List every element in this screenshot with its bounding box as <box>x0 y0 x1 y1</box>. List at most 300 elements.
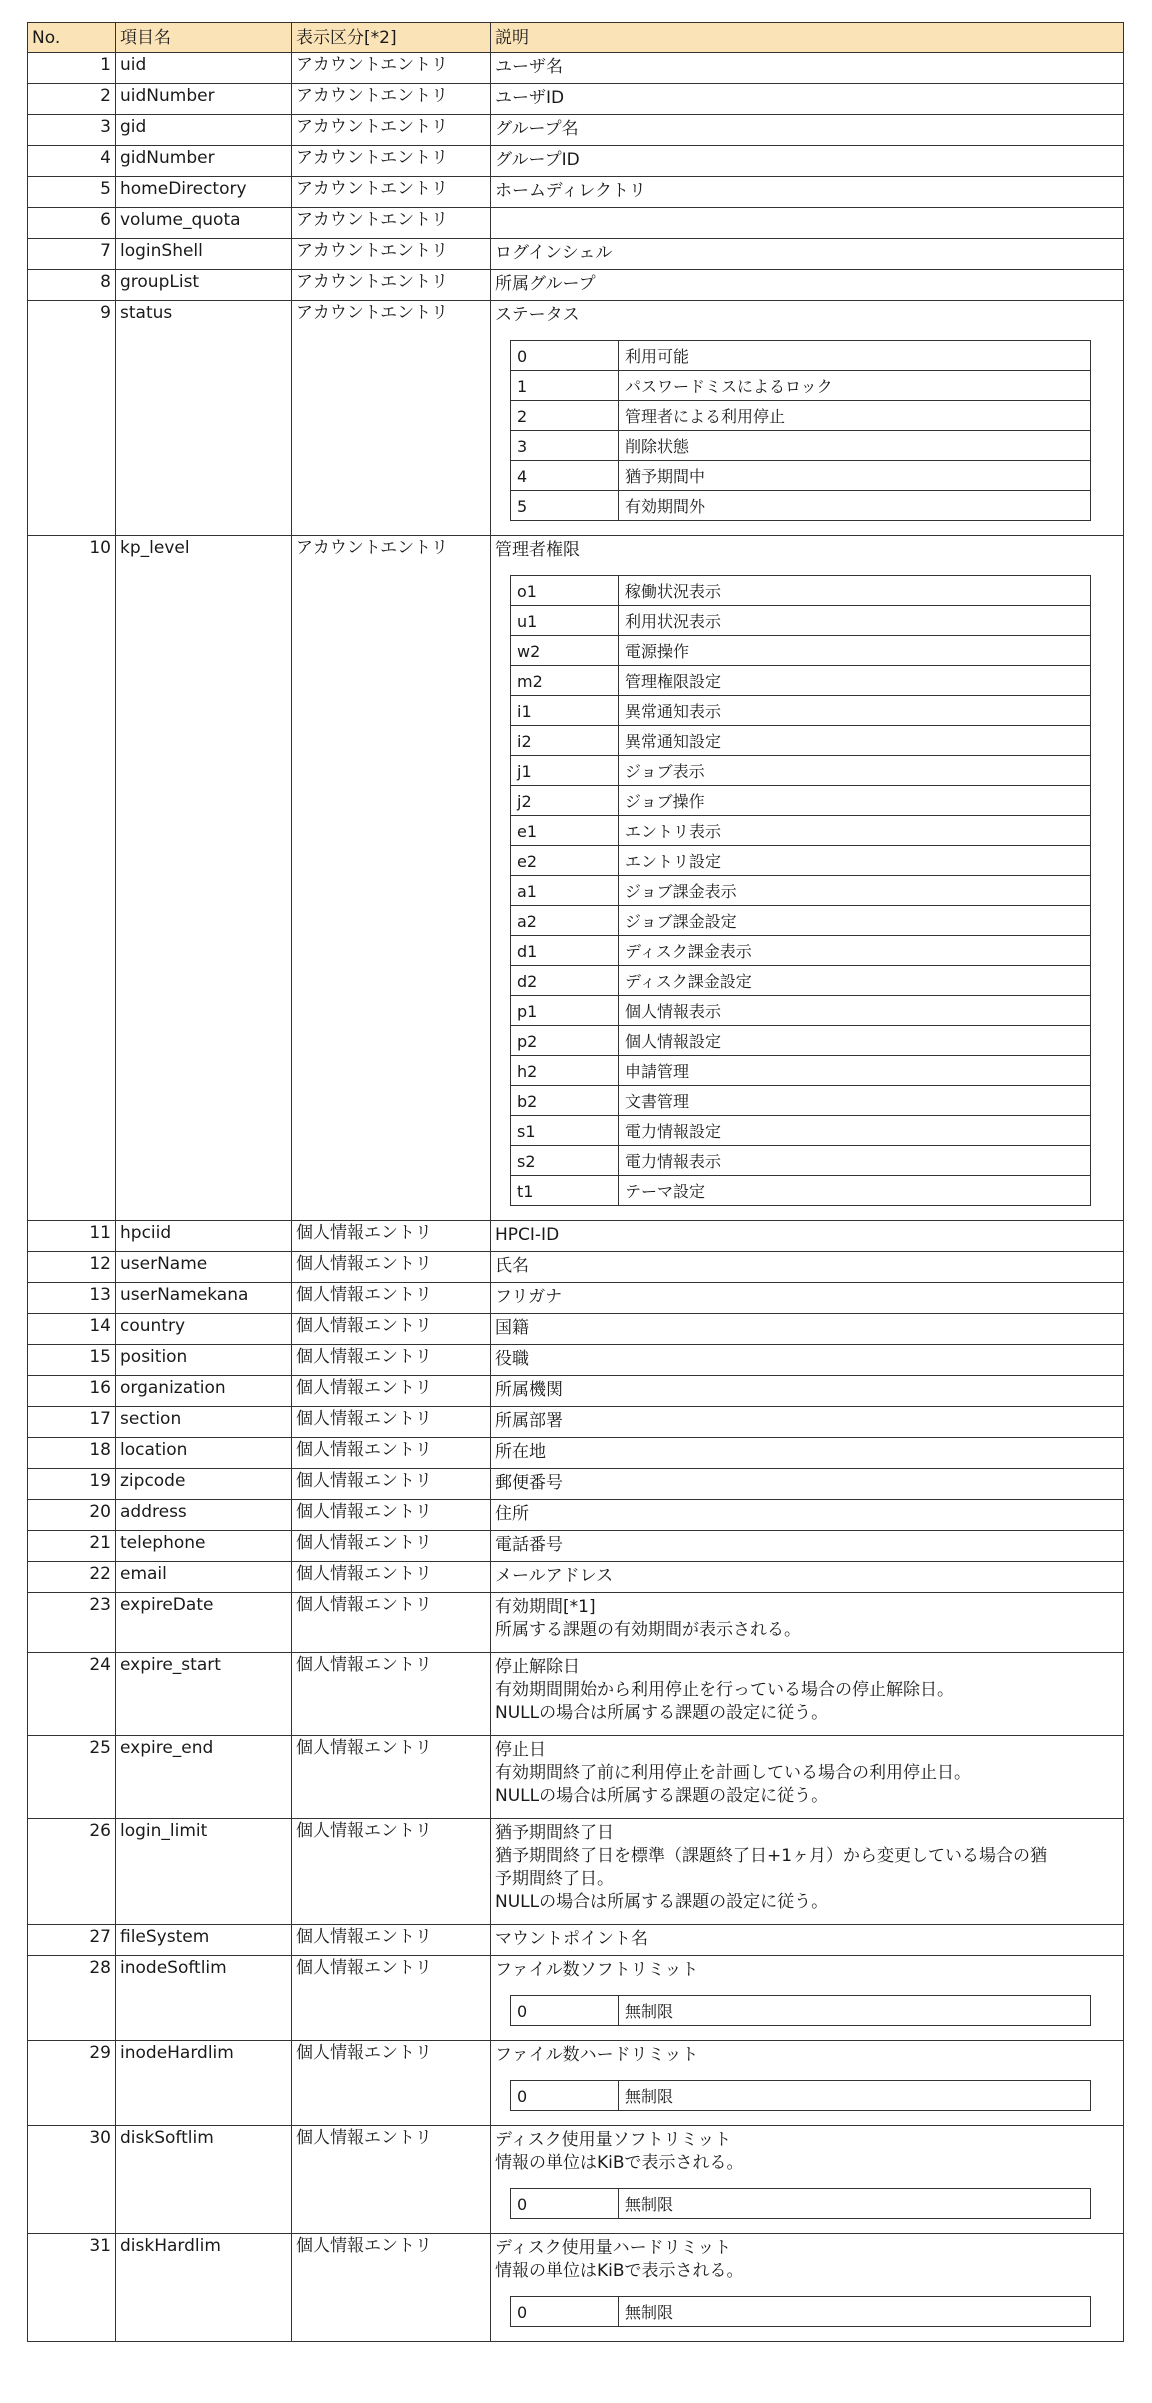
description-text <box>495 2235 1119 2283</box>
value-meaning: エントリ表示 <box>619 816 1091 846</box>
row-number: 27 <box>28 1925 116 1956</box>
item-name: location <box>116 1438 292 1469</box>
description-cell <box>491 1500 1124 1531</box>
row-number: 12 <box>28 1252 116 1283</box>
value-meaning: 有効期間外 <box>619 491 1091 521</box>
table-row <box>28 1736 1124 1819</box>
description-cell <box>491 1653 1124 1736</box>
value-row <box>511 461 1091 491</box>
description-line: 有効期間[*1] <box>495 1597 596 1617</box>
display-category: 個人情報エントリ <box>292 1469 491 1500</box>
value-row <box>511 726 1091 756</box>
description-text <box>495 85 1119 110</box>
row-number: 21 <box>28 1531 116 1562</box>
description-line: ステータス <box>495 305 580 325</box>
item-name: loginShell <box>116 239 292 270</box>
value-code: i1 <box>511 696 619 726</box>
attribute-table <box>27 22 1124 2342</box>
description-text <box>495 1594 1119 1642</box>
description-line: NULLの場合は所属する課題の設定に従う。 <box>495 1892 829 1912</box>
item-name: login_limit <box>116 1819 292 1925</box>
value-meaning: 猶予期間中 <box>619 461 1091 491</box>
item-name: diskHardlim <box>116 2234 292 2342</box>
description-cell <box>491 536 1124 1221</box>
description-cell <box>491 270 1124 301</box>
description-cell <box>491 1407 1124 1438</box>
value-meaning: 利用状況表示 <box>619 606 1091 636</box>
description-text <box>495 1315 1119 1340</box>
value-meaning: 利用可能 <box>619 341 1091 371</box>
value-meaning: ジョブ課金設定 <box>619 906 1091 936</box>
item-name: zipcode <box>116 1469 292 1500</box>
table-row <box>28 2041 1124 2126</box>
row-number: 4 <box>28 146 116 177</box>
item-name: section <box>116 1407 292 1438</box>
value-code: 0 <box>511 2189 619 2219</box>
table-row <box>28 1653 1124 1736</box>
description-line: フリガナ <box>495 1287 563 1307</box>
item-name: uid <box>116 53 292 84</box>
table-row <box>28 2126 1124 2234</box>
value-meaning: 電力情報設定 <box>619 1116 1091 1146</box>
table-row <box>28 1562 1124 1593</box>
item-name: userName <box>116 1252 292 1283</box>
value-row <box>511 2081 1091 2111</box>
display-category: 個人情報エントリ <box>292 1221 491 1252</box>
description-text <box>495 1222 1119 1247</box>
row-number: 14 <box>28 1314 116 1345</box>
description-line: 所属部署 <box>495 1411 563 1431</box>
value-meaning: ディスク課金表示 <box>619 936 1091 966</box>
item-name: gidNumber <box>116 146 292 177</box>
item-name: gid <box>116 115 292 146</box>
value-row <box>511 401 1091 431</box>
description-line: 役職 <box>495 1349 529 1369</box>
row-number: 13 <box>28 1283 116 1314</box>
display-category: アカウントエントリ <box>292 53 491 84</box>
description-text <box>495 2042 1119 2067</box>
description-text <box>495 1377 1119 1402</box>
description-cell <box>491 1283 1124 1314</box>
value-code: b2 <box>511 1086 619 1116</box>
value-code: 0 <box>511 2297 619 2327</box>
row-number: 10 <box>28 536 116 1221</box>
row-number: 5 <box>28 177 116 208</box>
description-text <box>495 1820 1119 1914</box>
value-row <box>511 666 1091 696</box>
description-cell <box>491 1314 1124 1345</box>
value-row <box>511 846 1091 876</box>
value-meaning: 稼働状況表示 <box>619 576 1091 606</box>
header-item: 項目名 <box>116 23 292 53</box>
header-desc: 説明 <box>491 23 1124 53</box>
description-line: 郵便番号 <box>495 1473 563 1493</box>
description-cell <box>491 2234 1124 2342</box>
item-name: diskSoftlim <box>116 2126 292 2234</box>
value-code: 0 <box>511 341 619 371</box>
description-text <box>495 54 1119 79</box>
value-row <box>511 1116 1091 1146</box>
description-cell <box>491 1531 1124 1562</box>
value-code: t1 <box>511 1176 619 1206</box>
value-code: o1 <box>511 576 619 606</box>
display-category: 個人情報エントリ <box>292 2041 491 2126</box>
description-line: NULLの場合は所属する課題の設定に従う。 <box>495 1786 829 1806</box>
table-row <box>28 1956 1124 2041</box>
description-cell <box>491 301 1124 536</box>
description-cell <box>491 2041 1124 2126</box>
row-number: 1 <box>28 53 116 84</box>
item-name: uidNumber <box>116 84 292 115</box>
description-line: 所属機関 <box>495 1380 563 1400</box>
value-code: 5 <box>511 491 619 521</box>
description-text <box>495 116 1119 141</box>
description-cell <box>491 84 1124 115</box>
description-cell <box>491 1736 1124 1819</box>
item-name: email <box>116 1562 292 1593</box>
description-text <box>495 1532 1119 1557</box>
table-row <box>28 1314 1124 1345</box>
value-row <box>511 576 1091 606</box>
display-category: 個人情報エントリ <box>292 2234 491 2342</box>
description-cell <box>491 1469 1124 1500</box>
value-meaning: 無制限 <box>619 2297 1091 2327</box>
description-line: グループID <box>495 150 580 170</box>
value-code: p1 <box>511 996 619 1026</box>
value-meaning: 個人情報設定 <box>619 1026 1091 1056</box>
item-name: userNamekana <box>116 1283 292 1314</box>
display-category: 個人情報エントリ <box>292 1407 491 1438</box>
display-category: アカウントエントリ <box>292 239 491 270</box>
value-row <box>511 936 1091 966</box>
value-meaning: ディスク課金設定 <box>619 966 1091 996</box>
value-row <box>511 1146 1091 1176</box>
description-cell <box>491 1252 1124 1283</box>
value-meaning: ジョブ表示 <box>619 756 1091 786</box>
item-name: fileSystem <box>116 1925 292 1956</box>
value-meaning: ジョブ課金表示 <box>619 876 1091 906</box>
description-line: 所属する課題の有効期間が表示される。 <box>495 1620 801 1640</box>
table-row <box>28 270 1124 301</box>
item-name: expire_end <box>116 1736 292 1819</box>
description-cell <box>491 115 1124 146</box>
description-cell <box>491 1438 1124 1469</box>
description-text <box>495 1654 1119 1725</box>
description-text <box>495 537 1119 562</box>
value-row <box>511 966 1091 996</box>
value-meaning: 電力情報表示 <box>619 1146 1091 1176</box>
value-table <box>510 575 1091 1206</box>
description-line: 有効期間終了前に利用停止を計画している場合の利用停止日。 <box>495 1763 971 1783</box>
row-number: 25 <box>28 1736 116 1819</box>
row-number: 23 <box>28 1593 116 1653</box>
row-number: 22 <box>28 1562 116 1593</box>
value-row <box>511 606 1091 636</box>
value-row <box>511 996 1091 1026</box>
value-meaning: 削除状態 <box>619 431 1091 461</box>
table-row <box>28 1376 1124 1407</box>
value-row <box>511 1026 1091 1056</box>
description-line: ファイル数ハードリミット <box>495 2045 699 2065</box>
value-table <box>510 2296 1091 2327</box>
description-line: メールアドレス <box>495 1566 614 1586</box>
value-table <box>510 2188 1091 2219</box>
display-category: アカウントエントリ <box>292 536 491 1221</box>
description-text <box>495 240 1119 265</box>
row-number: 3 <box>28 115 116 146</box>
item-name: kp_level <box>116 536 292 1221</box>
description-line: 有効期間開始から利用停止を行っている場合の停止解除日。 <box>495 1680 954 1700</box>
item-name: hpciid <box>116 1221 292 1252</box>
table-row <box>28 239 1124 270</box>
description-cell <box>491 1593 1124 1653</box>
value-meaning: 無制限 <box>619 1996 1091 2026</box>
description-cell <box>491 1376 1124 1407</box>
display-category: アカウントエントリ <box>292 301 491 536</box>
value-meaning: 管理者による利用停止 <box>619 401 1091 431</box>
display-category: 個人情報エントリ <box>292 1376 491 1407</box>
value-code: a1 <box>511 876 619 906</box>
row-number: 18 <box>28 1438 116 1469</box>
description-text <box>495 1957 1119 1982</box>
table-row <box>28 2234 1124 2342</box>
description-line: ホームディレクトリ <box>495 181 646 201</box>
row-number: 9 <box>28 301 116 536</box>
table-row <box>28 1531 1124 1562</box>
description-text <box>495 271 1119 296</box>
value-meaning: テーマ設定 <box>619 1176 1091 1206</box>
row-number: 19 <box>28 1469 116 1500</box>
description-line: 猶予期間終了日 <box>495 1823 614 1843</box>
display-category: アカウントエントリ <box>292 208 491 239</box>
table-header-row <box>28 23 1124 53</box>
description-line: 情報の単位はKiBで表示される。 <box>495 2261 744 2281</box>
value-code: s2 <box>511 1146 619 1176</box>
value-row <box>511 1056 1091 1086</box>
display-category: 個人情報エントリ <box>292 1283 491 1314</box>
row-number: 2 <box>28 84 116 115</box>
value-code: m2 <box>511 666 619 696</box>
display-category: アカウントエントリ <box>292 84 491 115</box>
description-text <box>495 1408 1119 1433</box>
row-number: 11 <box>28 1221 116 1252</box>
value-code: s1 <box>511 1116 619 1146</box>
value-code: e2 <box>511 846 619 876</box>
value-code: u1 <box>511 606 619 636</box>
row-number: 29 <box>28 2041 116 2126</box>
description-line: 住所 <box>495 1504 529 1524</box>
description-line: 予期間終了日。 <box>495 1869 614 1889</box>
value-meaning: 異常通知表示 <box>619 696 1091 726</box>
display-category: 個人情報エントリ <box>292 1593 491 1653</box>
description-text <box>495 1253 1119 1278</box>
value-code: j1 <box>511 756 619 786</box>
description-line: 氏名 <box>495 1256 529 1276</box>
value-meaning: 個人情報表示 <box>619 996 1091 1026</box>
table-row <box>28 1593 1124 1653</box>
description-text <box>495 1737 1119 1808</box>
table-row <box>28 53 1124 84</box>
value-meaning: 異常通知設定 <box>619 726 1091 756</box>
description-text <box>495 209 1119 211</box>
description-text <box>495 1346 1119 1371</box>
value-code: 2 <box>511 401 619 431</box>
item-name: groupList <box>116 270 292 301</box>
attribute-table-container <box>27 22 1123 2342</box>
description-text <box>495 1284 1119 1309</box>
description-text <box>495 1926 1119 1951</box>
table-row <box>28 208 1124 239</box>
display-category: 個人情報エントリ <box>292 1314 491 1345</box>
header-no: No. <box>28 23 116 53</box>
row-number: 7 <box>28 239 116 270</box>
table-row <box>28 115 1124 146</box>
description-cell <box>491 208 1124 239</box>
table-row <box>28 84 1124 115</box>
description-line: 停止日 <box>495 1740 546 1760</box>
description-text <box>495 1501 1119 1526</box>
item-name: volume_quota <box>116 208 292 239</box>
value-row <box>511 371 1091 401</box>
value-table <box>510 2080 1091 2111</box>
table-row <box>28 1407 1124 1438</box>
display-category: 個人情報エントリ <box>292 1819 491 1925</box>
item-name: expire_start <box>116 1653 292 1736</box>
value-code: a2 <box>511 906 619 936</box>
description-line: 管理者権限 <box>495 540 580 560</box>
description-line: グループ名 <box>495 119 579 139</box>
description-line: 情報の単位はKiBで表示される。 <box>495 2153 744 2173</box>
row-number: 15 <box>28 1345 116 1376</box>
description-line: HPCI-ID <box>495 1225 560 1245</box>
description-cell <box>491 239 1124 270</box>
description-line: NULLの場合は所属する課題の設定に従う。 <box>495 1703 829 1723</box>
value-meaning: パスワードミスによるロック <box>619 371 1091 401</box>
table-row <box>28 146 1124 177</box>
description-text <box>495 1470 1119 1495</box>
value-row <box>511 756 1091 786</box>
display-category: 個人情報エントリ <box>292 1653 491 1736</box>
row-number: 31 <box>28 2234 116 2342</box>
value-code: 1 <box>511 371 619 401</box>
description-cell <box>491 1221 1124 1252</box>
value-code: e1 <box>511 816 619 846</box>
table-row <box>28 1469 1124 1500</box>
display-category: 個人情報エントリ <box>292 2126 491 2234</box>
description-cell <box>491 53 1124 84</box>
item-name: organization <box>116 1376 292 1407</box>
description-line: ユーザID <box>495 88 565 108</box>
description-line: ファイル数ソフトリミット <box>495 1960 699 1980</box>
row-number: 28 <box>28 1956 116 2041</box>
description-text <box>495 1563 1119 1588</box>
item-name: position <box>116 1345 292 1376</box>
description-text <box>495 1439 1119 1464</box>
value-code: i2 <box>511 726 619 756</box>
row-number: 17 <box>28 1407 116 1438</box>
row-number: 6 <box>28 208 116 239</box>
description-text <box>495 2127 1119 2175</box>
value-row <box>511 1176 1091 1206</box>
item-name: country <box>116 1314 292 1345</box>
value-row <box>511 2189 1091 2219</box>
value-meaning: 申請管理 <box>619 1056 1091 1086</box>
description-line: ユーザ名 <box>495 57 563 77</box>
description-line: 所在地 <box>495 1442 546 1462</box>
description-text <box>495 302 1119 327</box>
value-row <box>511 491 1091 521</box>
row-number: 20 <box>28 1500 116 1531</box>
description-cell <box>491 1925 1124 1956</box>
description-line: ディスク使用量ハードリミット <box>495 2238 732 2258</box>
value-meaning: ジョブ操作 <box>619 786 1091 816</box>
row-number: 24 <box>28 1653 116 1736</box>
table-row <box>28 1252 1124 1283</box>
table-row <box>28 1345 1124 1376</box>
display-category: アカウントエントリ <box>292 146 491 177</box>
display-category: 個人情報エントリ <box>292 1252 491 1283</box>
value-code: 0 <box>511 1996 619 2026</box>
value-meaning: 文書管理 <box>619 1086 1091 1116</box>
row-number: 26 <box>28 1819 116 1925</box>
item-name: status <box>116 301 292 536</box>
description-line: ディスク使用量ソフトリミット <box>495 2130 732 2150</box>
display-category: 個人情報エントリ <box>292 1531 491 1562</box>
table-row <box>28 1438 1124 1469</box>
description-cell <box>491 1345 1124 1376</box>
value-row <box>511 431 1091 461</box>
item-name: telephone <box>116 1531 292 1562</box>
header-kbn: 表示区分[*2] <box>292 23 491 53</box>
table-row <box>28 1283 1124 1314</box>
display-category: 個人情報エントリ <box>292 1736 491 1819</box>
value-meaning: 無制限 <box>619 2189 1091 2219</box>
description-cell <box>491 146 1124 177</box>
item-name: homeDirectory <box>116 177 292 208</box>
item-name: inodeHardlim <box>116 2041 292 2126</box>
value-row <box>511 696 1091 726</box>
value-code: 0 <box>511 2081 619 2111</box>
value-row <box>511 636 1091 666</box>
value-code: j2 <box>511 786 619 816</box>
item-name: address <box>116 1500 292 1531</box>
table-row <box>28 1500 1124 1531</box>
table-body <box>28 53 1124 2342</box>
value-row <box>511 2297 1091 2327</box>
description-line: 所属グループ <box>495 274 596 294</box>
value-row <box>511 876 1091 906</box>
table-row <box>28 1925 1124 1956</box>
description-line: 電話番号 <box>495 1535 563 1555</box>
value-row <box>511 1086 1091 1116</box>
row-number: 16 <box>28 1376 116 1407</box>
description-cell <box>491 1956 1124 2041</box>
description-text <box>495 147 1119 172</box>
value-code: 3 <box>511 431 619 461</box>
item-name: inodeSoftlim <box>116 1956 292 2041</box>
description-line: ログインシェル <box>495 243 613 263</box>
value-row <box>511 341 1091 371</box>
value-code: d2 <box>511 966 619 996</box>
value-table <box>510 1995 1091 2026</box>
row-number: 30 <box>28 2126 116 2234</box>
table-row <box>28 536 1124 1221</box>
table-row <box>28 177 1124 208</box>
display-category: 個人情報エントリ <box>292 1438 491 1469</box>
description-cell <box>491 2126 1124 2234</box>
item-name: expireDate <box>116 1593 292 1653</box>
value-code: 4 <box>511 461 619 491</box>
